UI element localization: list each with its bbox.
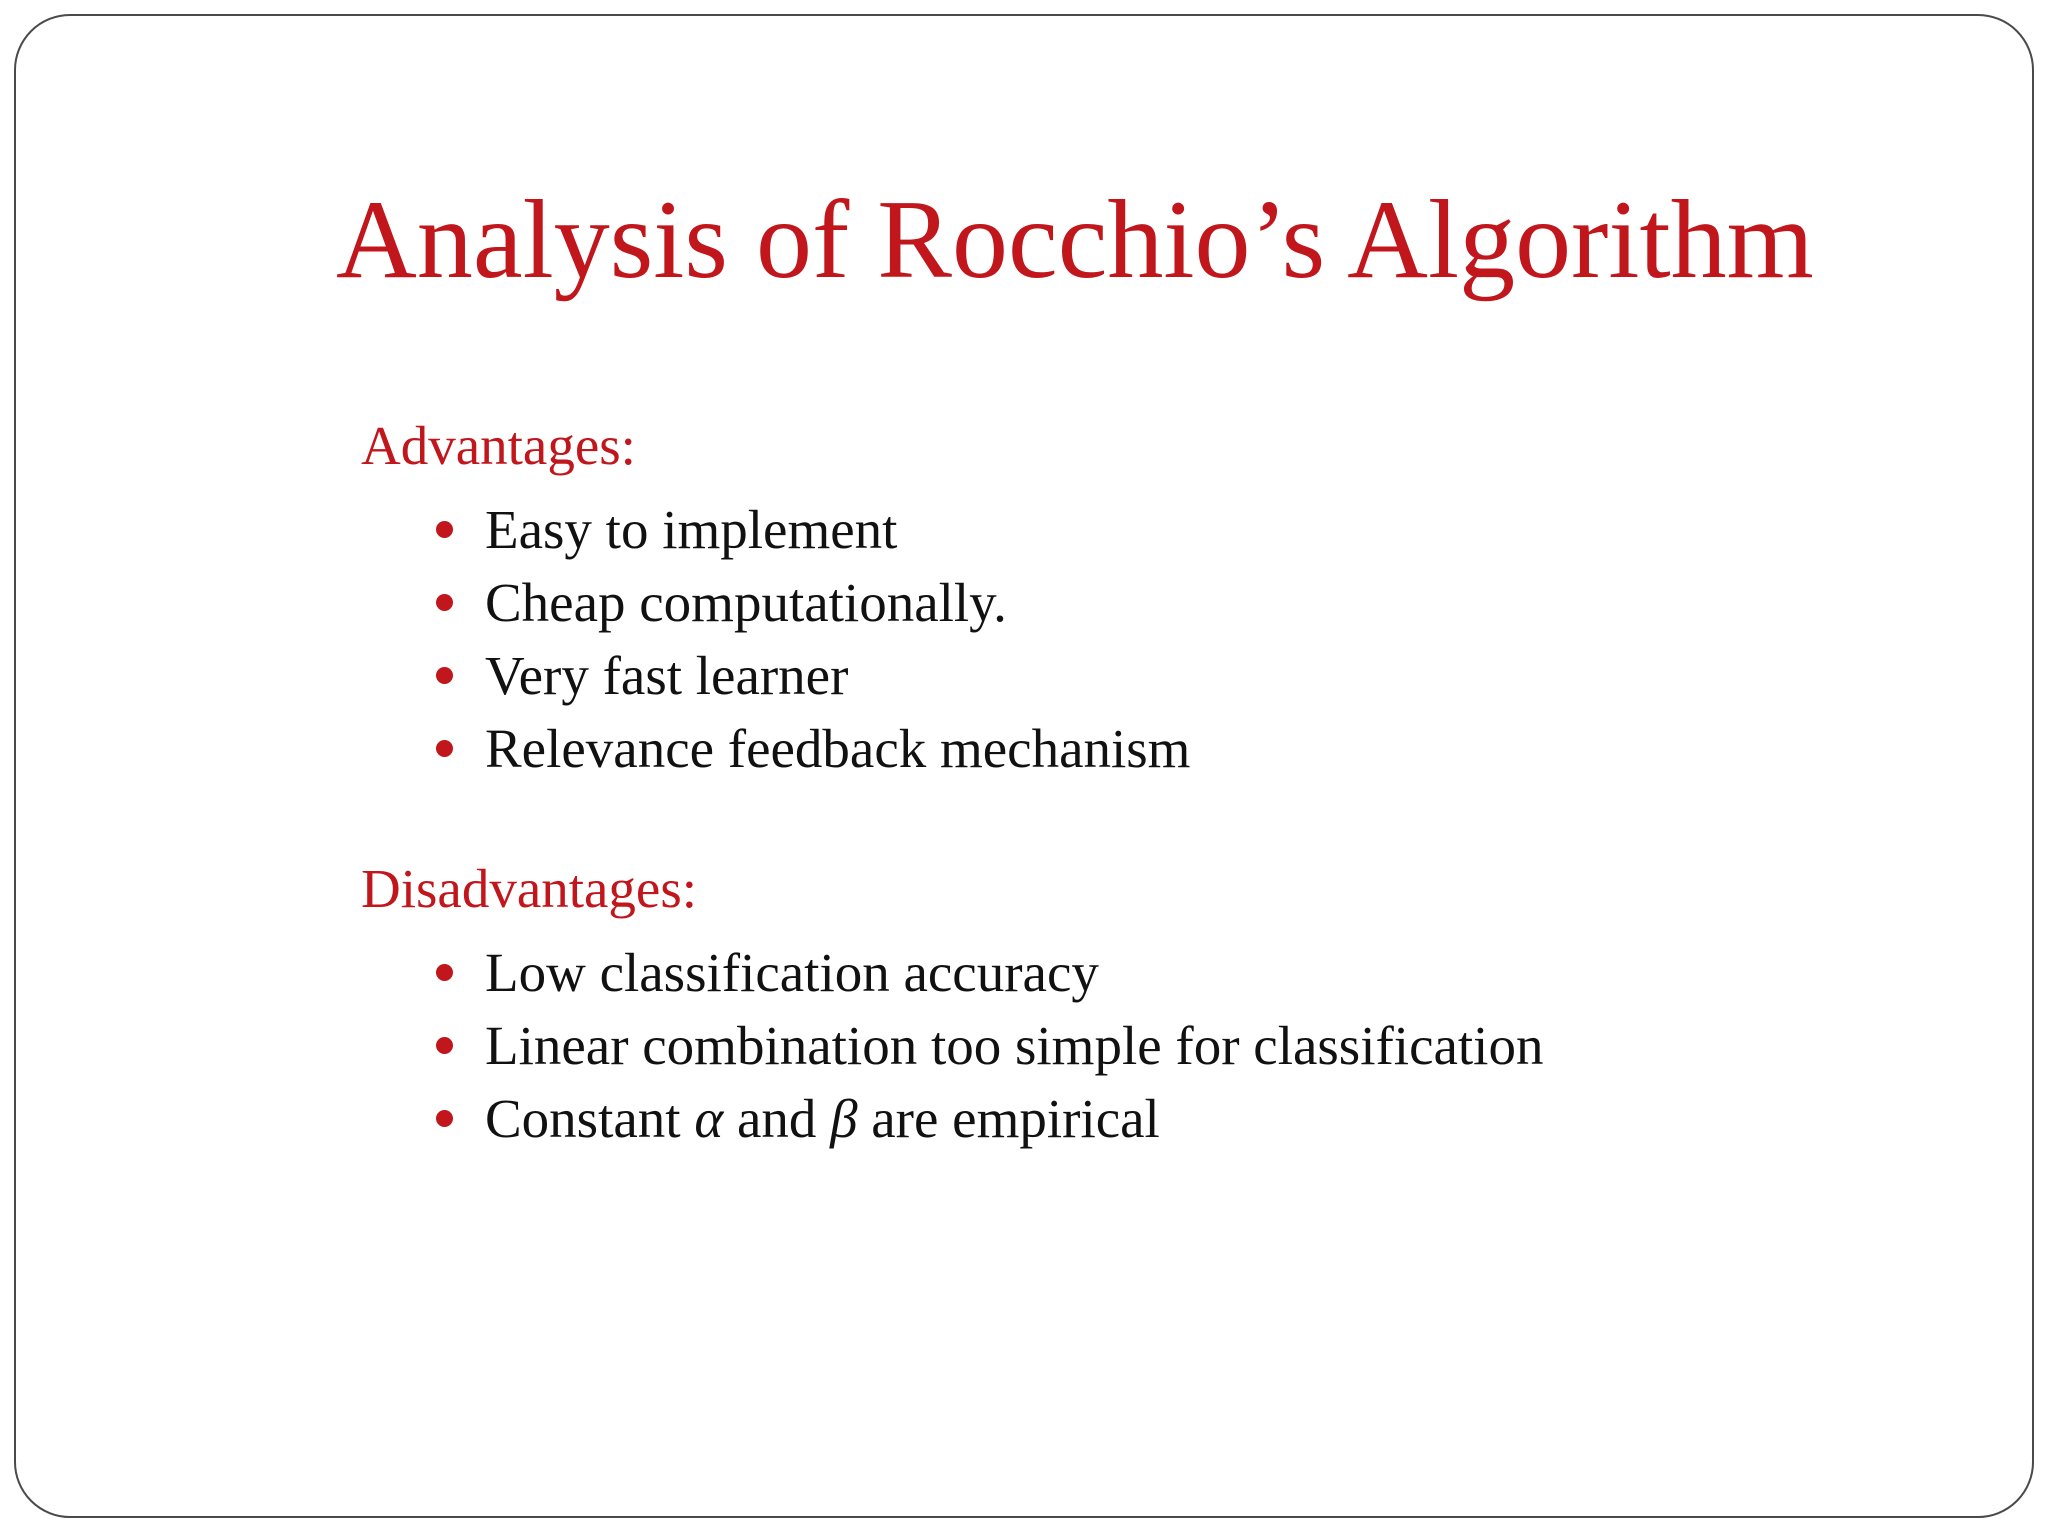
- list-item: [361, 639, 1190, 712]
- bullet-dot-icon: [436, 1110, 453, 1127]
- bullet-text-middle: and: [723, 1088, 831, 1149]
- list-item: [361, 566, 1190, 639]
- list-item: [361, 493, 1190, 566]
- bullet-text: Cheap computationally.: [485, 572, 1007, 633]
- advantages-list: [361, 493, 1190, 785]
- advantages-heading: Advantages:: [361, 415, 636, 476]
- disadvantages-heading: Disadvantages:: [361, 858, 698, 919]
- bullet-dot-icon: [436, 667, 453, 684]
- slide-frame: [14, 14, 2034, 1518]
- list-item: [361, 936, 1543, 1009]
- bullet-text: Low classification accuracy: [485, 942, 1099, 1003]
- beta-symbol: β: [830, 1088, 858, 1149]
- bullet-text: Relevance feedback mechanism: [485, 718, 1191, 779]
- bullet-text: Linear combination too simple for classification: [485, 1015, 1544, 1076]
- bullet-text: Easy to implement: [485, 499, 898, 560]
- bullet-text: Very fast learner: [485, 645, 849, 706]
- alpha-symbol: α: [694, 1088, 724, 1149]
- disadvantages-section: [361, 858, 1544, 1155]
- list-item: [361, 712, 1190, 785]
- list-item: [361, 1009, 1543, 1082]
- disadvantages-list: [361, 936, 1543, 1155]
- bullet-dot-icon: [436, 594, 453, 611]
- bullet-dot-icon: [436, 1037, 453, 1054]
- list-item: [361, 1082, 1543, 1155]
- bullet-text-prefix: Constant: [485, 1088, 695, 1149]
- advantages-section: [361, 415, 1191, 785]
- slide-title: Analysis of Rocchio’s Algorithm: [336, 178, 1814, 302]
- bullet-text-suffix: are empirical: [857, 1088, 1160, 1149]
- bullet-dot-icon: [436, 964, 453, 981]
- bullet-dot-icon: [436, 521, 453, 538]
- bullet-dot-icon: [436, 740, 453, 757]
